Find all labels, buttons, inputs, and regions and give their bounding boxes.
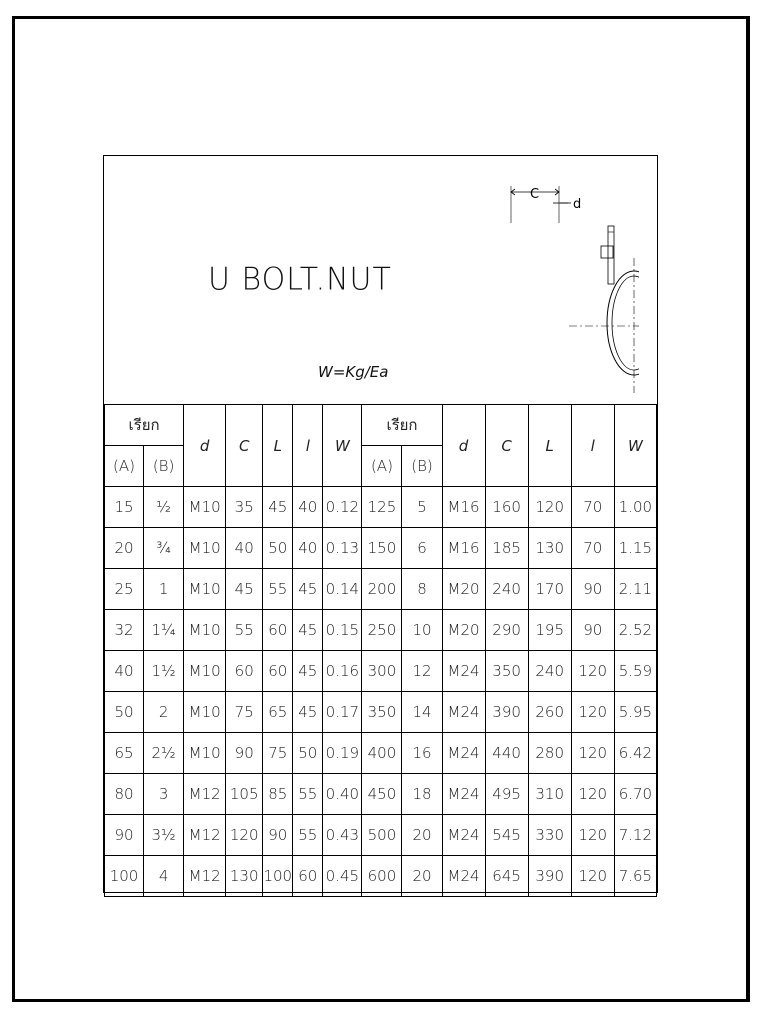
table-cell: 60 xyxy=(263,651,293,692)
table-cell: 330 xyxy=(528,815,571,856)
table-cell: M10 xyxy=(184,528,226,569)
header-l-lower: l xyxy=(293,405,323,487)
table-cell: 350 xyxy=(485,651,528,692)
label-d: d xyxy=(573,197,582,212)
table-cell: 310 xyxy=(528,774,571,815)
table-cell: 45 xyxy=(263,487,293,528)
table-cell: 2.11 xyxy=(614,569,656,610)
table-cell: 4 xyxy=(144,856,184,897)
table-row xyxy=(105,692,657,733)
table-cell: 7.12 xyxy=(614,815,656,856)
table-cell: 120 xyxy=(571,815,614,856)
table-cell: 1 xyxy=(144,569,184,610)
table-cell: 65 xyxy=(263,692,293,733)
header-group-right: เรียก xyxy=(362,405,442,446)
table-cell: M10 xyxy=(184,487,226,528)
table-cell: 90 xyxy=(226,733,263,774)
table-cell: 450 xyxy=(362,774,402,815)
table-cell: 545 xyxy=(485,815,528,856)
page-title: U BOLT.NUT xyxy=(208,261,392,298)
table-cell: 16 xyxy=(402,733,442,774)
table-cell: 2.52 xyxy=(614,610,656,651)
table-cell: 260 xyxy=(528,692,571,733)
table-cell: 120 xyxy=(571,774,614,815)
table-cell: M10 xyxy=(184,692,226,733)
table-cell: M16 xyxy=(442,528,485,569)
table-cell: 100 xyxy=(105,856,144,897)
table-cell: 15 xyxy=(105,487,144,528)
table-cell: 90 xyxy=(263,815,293,856)
table-cell: 0.45 xyxy=(323,856,362,897)
header-l-upper-right: L xyxy=(528,405,571,487)
table-cell: M10 xyxy=(184,651,226,692)
table-cell: 35 xyxy=(226,487,263,528)
table-cell: 495 xyxy=(485,774,528,815)
table-cell: 70 xyxy=(571,487,614,528)
drawing-frame xyxy=(103,155,658,893)
table-cell: 60 xyxy=(226,651,263,692)
header-a-right: (A) xyxy=(362,446,402,487)
header-panel xyxy=(104,156,657,405)
table-cell: M20 xyxy=(442,569,485,610)
table-cell: 32 xyxy=(105,610,144,651)
table-body xyxy=(105,487,657,897)
table-cell: 1½ xyxy=(144,651,184,692)
table-row xyxy=(105,856,657,897)
table-cell: 100 xyxy=(263,856,293,897)
table-cell: 40 xyxy=(293,528,323,569)
table-cell: 6.70 xyxy=(614,774,656,815)
table-cell: M12 xyxy=(184,815,226,856)
table-cell: M20 xyxy=(442,610,485,651)
table-cell: 3½ xyxy=(144,815,184,856)
table-cell: 55 xyxy=(226,610,263,651)
table-cell: 120 xyxy=(571,856,614,897)
table-cell: 8 xyxy=(402,569,442,610)
table-cell: 400 xyxy=(362,733,402,774)
table-cell: 60 xyxy=(263,610,293,651)
table-cell: 2½ xyxy=(144,733,184,774)
header-w-right: W xyxy=(614,405,656,487)
table-cell: 1.00 xyxy=(614,487,656,528)
table-cell: 0.40 xyxy=(323,774,362,815)
table-cell: 45 xyxy=(293,692,323,733)
table-cell: 5.59 xyxy=(614,651,656,692)
table-cell: 200 xyxy=(362,569,402,610)
table-cell: 440 xyxy=(485,733,528,774)
u-bolt-diagram xyxy=(459,168,639,393)
table-cell: 350 xyxy=(362,692,402,733)
table-cell: 160 xyxy=(485,487,528,528)
table-cell: 7.65 xyxy=(614,856,656,897)
table-cell: 500 xyxy=(362,815,402,856)
table-cell: 55 xyxy=(293,815,323,856)
table-cell: 10 xyxy=(402,610,442,651)
table-cell: 20 xyxy=(402,815,442,856)
table-cell: 12 xyxy=(402,651,442,692)
table-cell: 195 xyxy=(528,610,571,651)
table-cell: 70 xyxy=(571,528,614,569)
table-cell: M10 xyxy=(184,610,226,651)
table-cell: 6.42 xyxy=(614,733,656,774)
table-cell: M12 xyxy=(184,856,226,897)
table-cell: 280 xyxy=(528,733,571,774)
table-cell: M24 xyxy=(442,774,485,815)
table-row xyxy=(105,774,657,815)
table-cell: 90 xyxy=(105,815,144,856)
spec-table xyxy=(104,404,657,897)
table-row xyxy=(105,733,657,774)
table-cell: 120 xyxy=(571,733,614,774)
table-cell: 0.14 xyxy=(323,569,362,610)
header-l-lower-right: l xyxy=(571,405,614,487)
table-row xyxy=(105,569,657,610)
table-cell: 120 xyxy=(226,815,263,856)
table-cell: 0.19 xyxy=(323,733,362,774)
table-cell: 20 xyxy=(105,528,144,569)
table-cell: 40 xyxy=(293,487,323,528)
table-cell: 5 xyxy=(402,487,442,528)
table-cell: 25 xyxy=(105,569,144,610)
table-row xyxy=(105,815,657,856)
table-cell: 5.95 xyxy=(614,692,656,733)
header-group-left: เรียก xyxy=(105,405,184,446)
header-b-right: (B) xyxy=(402,446,442,487)
table-cell: M10 xyxy=(184,733,226,774)
table-cell: 0.12 xyxy=(323,487,362,528)
table-cell: 150 xyxy=(362,528,402,569)
table-cell: 120 xyxy=(528,487,571,528)
table-cell: 75 xyxy=(263,733,293,774)
table-cell: 170 xyxy=(528,569,571,610)
table-cell: 300 xyxy=(362,651,402,692)
table-cell: 120 xyxy=(571,692,614,733)
header-l-upper: L xyxy=(263,405,293,487)
table-cell: 3 xyxy=(144,774,184,815)
table-cell: 75 xyxy=(226,692,263,733)
table-cell: M10 xyxy=(184,569,226,610)
table-cell: 60 xyxy=(293,856,323,897)
table-cell: 50 xyxy=(105,692,144,733)
table-cell: 240 xyxy=(485,569,528,610)
table-cell: M24 xyxy=(442,856,485,897)
table-cell: 80 xyxy=(105,774,144,815)
table-cell: 1¼ xyxy=(144,610,184,651)
table-cell: 125 xyxy=(362,487,402,528)
table-cell: 45 xyxy=(293,651,323,692)
table-cell: M24 xyxy=(442,733,485,774)
header-a: (A) xyxy=(105,446,144,487)
table-cell: 20 xyxy=(402,856,442,897)
header-c: C xyxy=(226,405,263,487)
header-row-1 xyxy=(105,405,657,446)
table-cell: 105 xyxy=(226,774,263,815)
table-cell: 600 xyxy=(362,856,402,897)
table-cell: 240 xyxy=(528,651,571,692)
table-cell: 18 xyxy=(402,774,442,815)
table-cell: 45 xyxy=(226,569,263,610)
table-cell: 0.13 xyxy=(323,528,362,569)
header-c-right: C xyxy=(485,405,528,487)
table-cell: 55 xyxy=(293,774,323,815)
table-cell: 65 xyxy=(105,733,144,774)
table-cell: 90 xyxy=(571,569,614,610)
table-cell: 0.16 xyxy=(323,651,362,692)
table-cell: 0.17 xyxy=(323,692,362,733)
table-cell: 40 xyxy=(226,528,263,569)
table-cell: ½ xyxy=(144,487,184,528)
header-d: d xyxy=(184,405,226,487)
table-cell: 45 xyxy=(293,610,323,651)
table-cell: 120 xyxy=(571,651,614,692)
table-cell: M12 xyxy=(184,774,226,815)
table-cell: ¾ xyxy=(144,528,184,569)
table-cell: 6 xyxy=(402,528,442,569)
table-row xyxy=(105,487,657,528)
table-cell: 0.43 xyxy=(323,815,362,856)
table-cell: 2 xyxy=(144,692,184,733)
table-cell: 50 xyxy=(263,528,293,569)
table-cell: M24 xyxy=(442,815,485,856)
table-cell: 250 xyxy=(362,610,402,651)
table-row xyxy=(105,651,657,692)
table-row xyxy=(105,610,657,651)
table-row xyxy=(105,528,657,569)
header-w: W xyxy=(323,405,362,487)
table-cell: 645 xyxy=(485,856,528,897)
table-cell: 0.15 xyxy=(323,610,362,651)
table-cell: 50 xyxy=(293,733,323,774)
table-cell: 185 xyxy=(485,528,528,569)
table-cell: M24 xyxy=(442,651,485,692)
table-cell: M16 xyxy=(442,487,485,528)
table-cell: 130 xyxy=(528,528,571,569)
table-cell: 1.15 xyxy=(614,528,656,569)
header-d-right: d xyxy=(442,405,485,487)
table-cell: 45 xyxy=(293,569,323,610)
table-cell: 390 xyxy=(528,856,571,897)
table-cell: 290 xyxy=(485,610,528,651)
table-cell: 130 xyxy=(226,856,263,897)
table-cell: 390 xyxy=(485,692,528,733)
table-cell: M24 xyxy=(442,692,485,733)
weight-unit-note: W=Kg/Ea xyxy=(318,363,389,381)
table-cell: 90 xyxy=(571,610,614,651)
table-cell: 85 xyxy=(263,774,293,815)
label-c: C xyxy=(530,187,540,202)
table-cell: 55 xyxy=(263,569,293,610)
table-cell: 14 xyxy=(402,692,442,733)
table-cell: 40 xyxy=(105,651,144,692)
header-b: (B) xyxy=(144,446,184,487)
